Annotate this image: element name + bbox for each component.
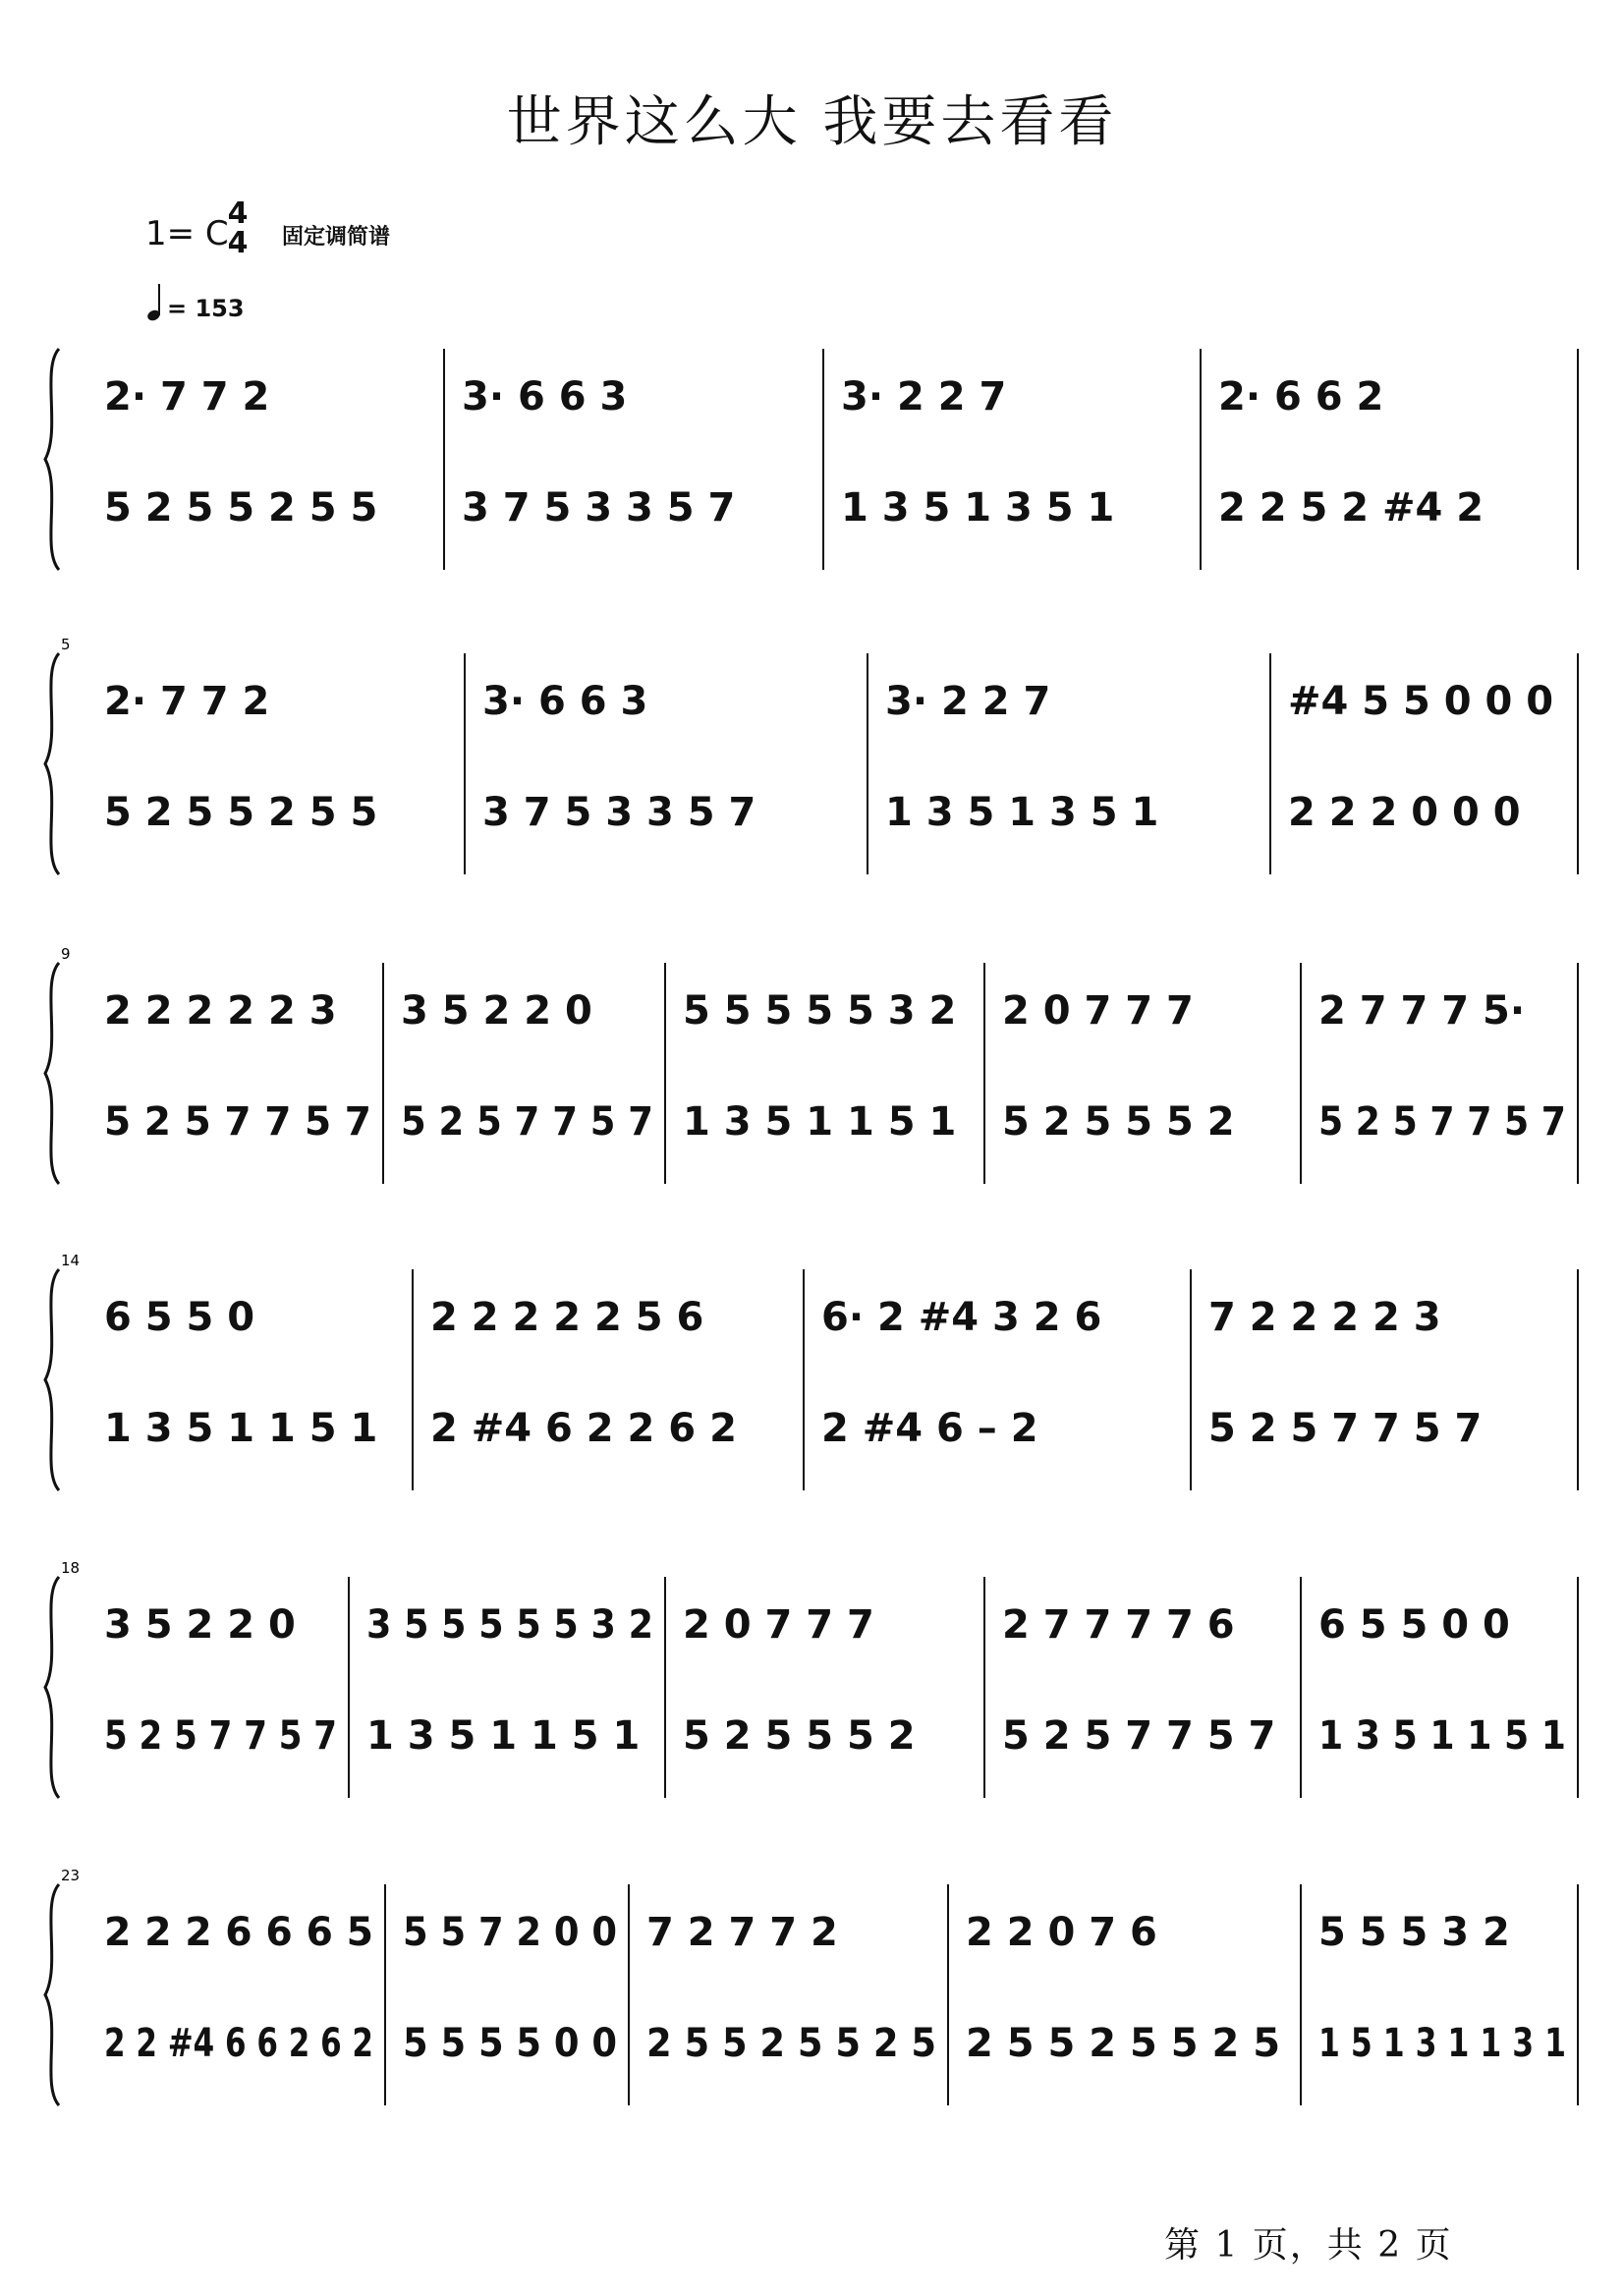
lower-voice-notes: 3 7 5 3 3 5 7	[462, 485, 736, 531]
score-system	[45, 945, 1578, 1184]
upper-voice-notes: 2 0 7 7 7	[683, 1602, 874, 1648]
measure	[683, 1602, 916, 1759]
lower-voice-notes: 2 #4 6 – 2	[821, 1406, 1038, 1451]
upper-voice-notes: 2 7 7 7 7 6	[1002, 1602, 1235, 1648]
upper-voice-notes: 3 5 2 2 0	[401, 988, 592, 1034]
upper-voice-notes: 7 2 2 2 2 3	[1208, 1295, 1441, 1340]
lower-voice-notes: 1 3 5 1 3 5 1	[841, 485, 1115, 531]
upper-voice-notes: 3 5 2 2 0	[104, 1602, 296, 1648]
lower-voice-notes: 5 2 5 7 7 5 7	[1002, 1713, 1276, 1759]
upper-voice-notes: 2 2 0 7 6	[966, 1910, 1157, 1955]
upper-voice-notes: 6 5 5 0 0	[1318, 1602, 1510, 1648]
upper-voice-notes: 2· 6 6 2	[1218, 374, 1384, 420]
measure	[841, 374, 1114, 531]
upper-voice-notes: 2 7 7 7 5·	[1318, 988, 1526, 1034]
lower-voice-notes: 5 2 5 7 7 5 7	[1318, 1099, 1566, 1145]
upper-voice-notes: 5 5 5 5 5 3 2	[683, 988, 957, 1034]
lower-voice-notes: 1 3 5 1 1 5 1	[1318, 1713, 1566, 1759]
lower-voice-notes: 2 2 2 0 0 0	[1288, 790, 1521, 835]
measure	[646, 1910, 936, 2066]
score-title: 世界这么大 我要去看看	[506, 90, 1118, 154]
measure	[1002, 988, 1235, 1145]
upper-voice-notes: 3· 6 6 3	[482, 679, 648, 724]
measure	[1318, 1910, 1566, 2066]
measure	[1208, 1295, 1482, 1451]
upper-voice-notes: 2· 7 7 2	[104, 679, 270, 724]
lower-voice-notes: 5 2 5 7 7 5 7	[401, 1099, 653, 1145]
score-system	[45, 1559, 1578, 1798]
lower-voice-notes: 5 5 5 5 0 0	[403, 2021, 617, 2066]
measure	[403, 1910, 617, 2066]
score-system	[45, 1252, 1578, 1490]
measure	[1318, 988, 1566, 1145]
brace-icon	[45, 963, 59, 1184]
measure	[401, 988, 653, 1145]
measure	[104, 988, 371, 1145]
key-signature: 1= C	[145, 214, 229, 253]
score-system	[45, 349, 1578, 570]
measure	[1002, 1602, 1275, 1759]
upper-voice-notes: 2· 7 7 2	[104, 374, 270, 420]
time-signature-bottom: 4	[227, 226, 249, 260]
lower-voice-notes: 1 3 5 1 1 5 1	[683, 1099, 957, 1145]
measure-number: 18	[61, 1559, 81, 1577]
measure-number: 9	[61, 945, 71, 963]
lower-voice-notes: 5 2 5 7 7 5 7	[104, 1713, 337, 1759]
upper-voice-notes: 3· 2 2 7	[841, 374, 1007, 420]
lower-voice-notes: 3 7 5 3 3 5 7	[482, 790, 756, 835]
measure-number: 5	[61, 636, 71, 653]
score-system	[45, 636, 1578, 874]
measure	[104, 374, 377, 531]
lower-voice-notes: 5 2 5 7 7 5 7	[1208, 1406, 1483, 1451]
lower-voice-notes: 2 2 5 2 #4 2	[1218, 485, 1484, 531]
measure	[482, 679, 756, 835]
measure	[104, 1910, 373, 2066]
upper-voice-notes: 3 5 5 5 5 5 3 2	[366, 1602, 653, 1648]
lower-voice-notes: 5 2 5 7 7 5 7	[104, 1099, 371, 1145]
measure	[966, 1910, 1280, 2066]
measure	[821, 1295, 1101, 1451]
page-number: 第 1 页，共 2 页	[1164, 2225, 1453, 2266]
upper-voice-notes: 6 5 5 0	[104, 1295, 255, 1340]
upper-voice-notes: 3· 6 6 3	[462, 374, 628, 420]
brace-icon	[45, 349, 59, 570]
measure	[1218, 374, 1484, 531]
lower-voice-notes: 5 2 5 5 5 2	[683, 1713, 916, 1759]
measure	[683, 988, 956, 1145]
lower-voice-notes: 5 2 5 5 2 5 5	[104, 790, 378, 835]
measure	[1288, 679, 1553, 835]
upper-voice-notes: #4 5 5 0 0 0	[1288, 679, 1554, 724]
upper-voice-notes: 5 5 5 3 2	[1318, 1910, 1510, 1955]
measure	[366, 1602, 653, 1759]
time-signature-top: 4	[227, 196, 249, 231]
brace-icon	[45, 1884, 59, 2105]
measure	[1318, 1602, 1566, 1759]
lower-voice-notes: 5 2 5 5 2 5 5	[104, 485, 378, 531]
tempo-value: = 153	[167, 295, 245, 322]
upper-voice-notes: 2 2 2 2 2 3	[104, 988, 337, 1034]
lower-voice-notes: 1 3 5 1 3 5 1	[885, 790, 1159, 835]
measure	[885, 679, 1158, 835]
brace-icon	[45, 653, 59, 874]
lower-voice-notes: 1 3 5 1 1 5 1	[366, 1713, 641, 1759]
upper-voice-notes: 2 2 2 2 2 5 6	[430, 1295, 704, 1340]
measure	[104, 1602, 337, 1759]
measure	[430, 1295, 737, 1451]
brace-icon	[45, 1269, 59, 1490]
lower-voice-notes: 5 2 5 5 5 2	[1002, 1099, 1235, 1145]
lower-voice-notes: 2 5 5 2 5 5 2 5	[966, 2021, 1281, 2066]
upper-voice-notes: 7 2 7 7 2	[646, 1910, 838, 1955]
upper-voice-notes: 3· 2 2 7	[885, 679, 1051, 724]
notation-type-label: 固定调简谱	[282, 225, 391, 250]
measure-number: 23	[61, 1867, 81, 1884]
lower-voice-notes: 1 5 1 3 1 1 3 1	[1318, 2021, 1566, 2066]
measure	[104, 1295, 377, 1451]
lower-voice-notes: 2 5 5 2 5 5 2 5	[646, 2021, 936, 2066]
lower-voice-notes: 1 3 5 1 1 5 1	[104, 1406, 378, 1451]
upper-voice-notes: 6· 2 #4 3 2 6	[821, 1295, 1102, 1340]
lower-voice-notes: 2 #4 6 2 2 6 2	[430, 1406, 737, 1451]
upper-voice-notes: 2 2 2 6 6 6 5	[104, 1910, 373, 1955]
measure	[104, 679, 377, 835]
lower-voice-notes: 2 2 #4 6 6 2 6 2	[104, 2021, 373, 2066]
measure	[462, 374, 735, 531]
score-system	[45, 1867, 1578, 2105]
upper-voice-notes: 2 0 7 7 7	[1002, 988, 1194, 1034]
upper-voice-notes: 5 5 7 2 0 0	[403, 1910, 617, 1955]
measure-number: 14	[61, 1252, 81, 1269]
brace-icon	[45, 1577, 59, 1798]
